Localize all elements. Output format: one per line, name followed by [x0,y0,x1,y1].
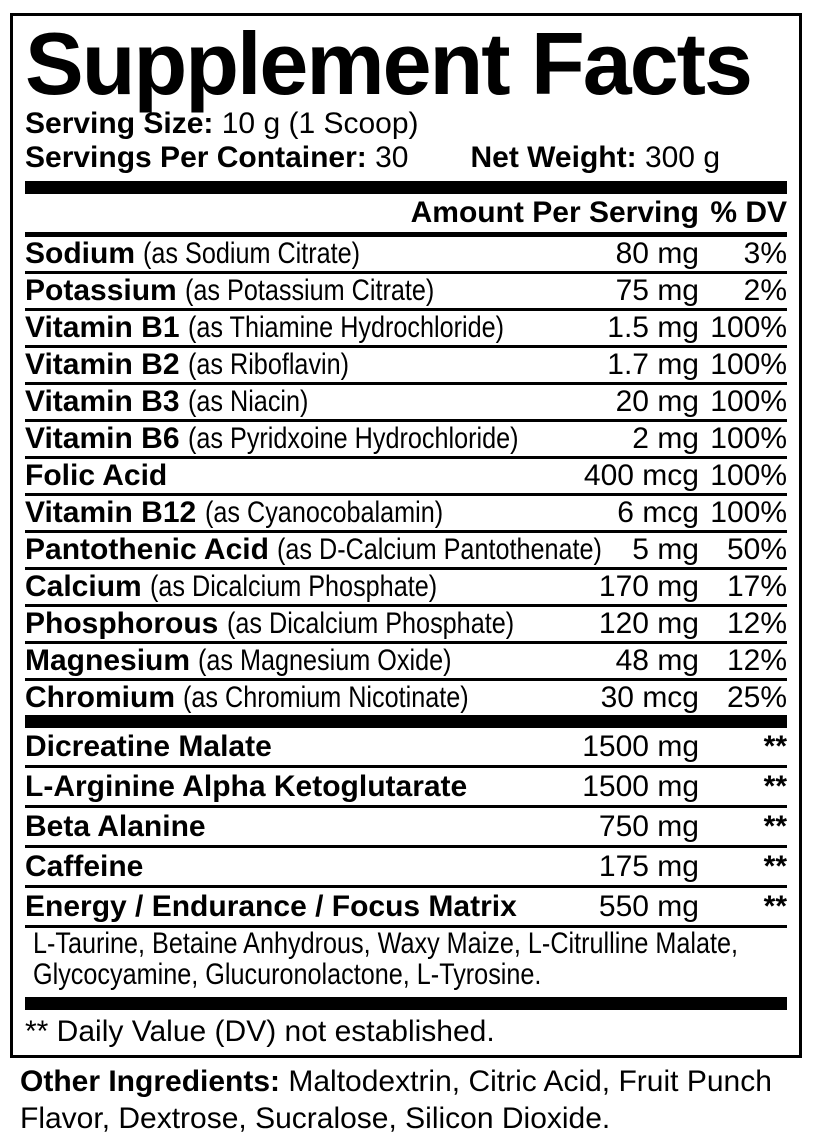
amount-per-serving-header: Amount Per Serving [410,196,699,229]
nutrient-detail: (as Chromium Nicotinate) [183,681,470,714]
blend-row [25,768,787,808]
other-ingredients-value: Maltodextrin, Citric Acid, Fruit Punch Flavor, Dextrose, Sucralose, Silicon Dioxide. [20,1065,772,1135]
nutrient-dv: 3% [743,237,787,270]
blend-amount: 1500 mg [582,730,699,763]
servings-label: Servings Per Container: [25,141,367,174]
nutrient-detail: (as Sodium Citrate) [143,237,361,270]
nutrient-name: Sodium [25,237,135,270]
nutrient-amount: 1.7 mg [607,348,699,381]
supplement-facts-panel [10,13,802,1058]
nutrient-name: Vitamin B12 [25,496,197,529]
blend-dv: ** [763,850,787,883]
blend-name: Energy / Endurance / Focus Matrix [25,890,517,923]
blend-amount: 750 mg [598,810,699,843]
serving-size-value: 10 g (1 Scoop) [221,107,419,140]
blend-amount: 550 mg [598,890,699,923]
nutrient-row [25,496,787,533]
nutrient-amount: 170 mg [598,570,699,603]
nutrient-amount: 75 mg [615,274,699,307]
divider-bar-middle [25,715,787,728]
nutrient-amount: 1.5 mg [607,311,699,344]
page-title: Supplement Facts [25,14,751,113]
serving-size-label: Serving Size: [25,107,214,140]
nutrient-detail: (as Thiamine Hydrochloride) [187,311,504,344]
nutrient-detail: (as Niacin) [187,385,309,418]
blend-name: L-Arginine Alpha Ketoglutarate [25,770,468,803]
nutrient-dv: 100% [710,422,787,455]
net-weight-label: Net Weight: [470,141,637,174]
nutrient-row [25,644,787,681]
blend-row-matrix [25,888,787,928]
other-ingredients-label: Other Ingredients: [20,1065,281,1098]
other-ingredients [20,1063,786,1137]
net-weight-value: 300 g [644,141,721,174]
nutrient-dv: 50% [726,533,787,566]
nutrient-dv: 12% [726,607,787,640]
nutrient-detail: (as Dicalcium Phosphate) [226,607,514,640]
blend-name: Beta Alanine [25,810,206,843]
nutrient-amount: 2 mg [632,422,699,455]
divider-bar-bottom [25,997,787,1010]
blend-dv: ** [763,730,787,763]
nutrient-name: Vitamin B6 [25,422,180,455]
nutrient-row [25,385,787,422]
nutrient-row [25,607,787,644]
nutrient-dv: 2% [743,274,787,307]
nutrient-row [25,348,787,385]
daily-value-footnote: ** Daily Value (DV) not established. [25,1015,495,1048]
nutrient-detail: (as Potassium Citrate) [185,274,435,307]
matrix-sub-line: Glycocyamine, Glucuronolactone, L-Tyrosine. [33,958,542,991]
servings-line [25,141,787,175]
nutrient-amount: 80 mg [615,237,699,270]
nutrient-table [25,237,787,715]
nutrient-row [25,681,787,715]
nutrient-detail: (as Riboflavin) [187,348,349,381]
nutrient-dv: 12% [726,644,787,677]
nutrient-row [25,422,787,459]
nutrient-name: Magnesium [25,644,191,677]
nutrient-amount: 6 mcg [617,496,699,529]
nutrient-name: Calcium [25,570,142,603]
nutrient-amount: 5 mg [632,533,699,566]
nutrient-amount: 48 mg [615,644,699,677]
nutrient-name: Pantothenic Acid [25,533,269,566]
blend-row [25,848,787,888]
nutrient-detail: (as Magnesium Oxide) [198,644,452,677]
blend-dv: ** [763,890,787,923]
divider-bar-top [25,181,787,194]
nutrient-name: Potassium [25,274,177,307]
nutrient-name: Vitamin B1 [25,311,180,344]
nutrient-detail: (as Pyridxoine Hydrochloride) [187,422,519,455]
nutrient-dv: 17% [726,570,787,603]
servings-per-container [25,141,408,175]
nutrient-dv: 100% [710,459,787,492]
nutrient-name: Phosphorous [25,607,219,640]
nutrient-dv: 100% [710,496,787,529]
nutrient-dv: 25% [726,681,787,714]
nutrient-dv: 100% [710,385,787,418]
nutrient-row [25,311,787,348]
net-weight [470,141,720,175]
nutrient-row [25,570,787,607]
blend-table [25,728,787,997]
nutrient-dv: 100% [710,311,787,344]
nutrient-amount: 20 mg [615,385,699,418]
blend-amount: 1500 mg [582,770,699,803]
nutrient-amount: 30 mcg [600,681,699,714]
blend-dv: ** [763,810,787,843]
blend-row [25,808,787,848]
nutrient-detail: (as Cyanocobalamin) [204,496,443,529]
matrix-sub-ingredients [25,928,787,997]
nutrient-detail: (as Dicalcium Phosphate) [150,570,438,603]
blend-name: Caffeine [25,850,144,883]
nutrient-name: Vitamin B2 [25,348,180,381]
blend-dv: ** [763,770,787,803]
blend-name: Dicreatine Malate [25,730,272,763]
matrix-sub-line: L-Taurine, Betaine Anhydrous, Waxy Maize, L-Citrulline Malate, [33,927,738,960]
nutrient-name: Chromium [25,681,175,714]
servings-value: 30 [375,141,409,174]
nutrient-amount: 120 mg [598,607,699,640]
nutrient-name: Vitamin B3 [25,385,180,418]
nutrient-amount: 400 mcg [583,459,699,492]
nutrient-detail: (as D-Calcium Pantothenate) [277,533,603,566]
nutrient-row [25,459,787,496]
nutrient-dv: 100% [710,348,787,381]
nutrient-row [25,274,787,311]
nutrient-row [25,533,787,570]
column-header [25,194,787,232]
nutrient-row [25,237,787,274]
blend-amount: 175 mg [598,850,699,883]
percent-dv-header: % DV [710,196,787,229]
blend-row [25,728,787,768]
nutrient-name: Folic Acid [25,459,168,492]
